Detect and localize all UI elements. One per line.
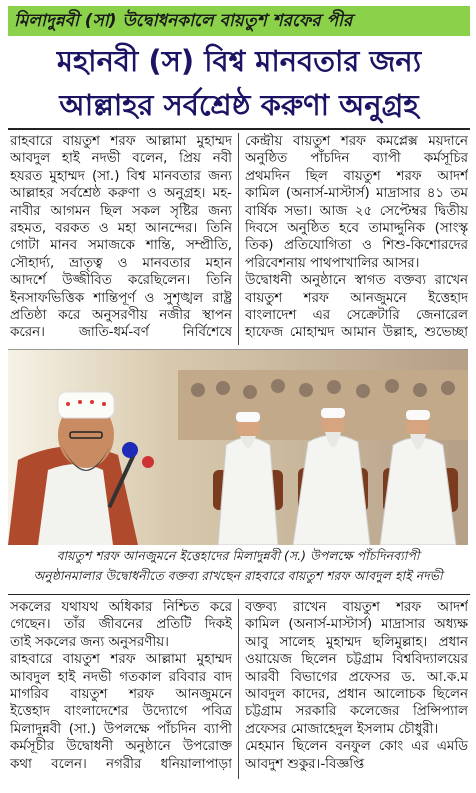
text-line: উদ্বোধনী অনুষ্ঠানে স্বাগত বক্তব্য রাখেন [245, 273, 468, 289]
column-divider [238, 599, 239, 779]
text-line: বায়তুশ শরফ আনজুমনে ইত্তেহাদ [245, 290, 468, 306]
text-line: হাফেজ মোহাম্মদ আমান উল্লাহ, শুভেচ্ছা [245, 325, 468, 341]
text-line: গোটা মানব সমাজকে শান্তি, সম্প্রীতি, [10, 238, 232, 254]
text-line: ইত্তেহাদ বাংলাদেশের উদ্যোগে পবিত্র [10, 704, 232, 720]
text-line: ইনসাফভিত্তিক শান্তিপূর্ণ ও সুশৃঙ্খল রাষ্ট্র [10, 290, 232, 306]
kicker-bar [8, 6, 470, 36]
text-line: রহমত, বরকত ও মহা আনন্দের। তিনি [10, 221, 232, 237]
text-line: প্রথমদিন ছিল বায়তুশ শরফ আদর্শ [245, 168, 468, 184]
headline-line-1: মহানবী (স) বিশ্ব মানবতার জন্য [56, 44, 422, 78]
text-line: আবদুল হাই নদভী বলেন, প্রিয় নবী [10, 151, 232, 167]
text-line: আবদুল হাই নদভী গতকাল রবিবার বাদ [10, 669, 232, 685]
text-line: সকলের যথাযথ অধিকার নিশ্চিত করে [10, 600, 232, 615]
text-line: তাই সকলের জন্য অনুসরণীয়। [10, 634, 169, 650]
text-line: কামিল (অনার্স-মাস্টার্স) মাদ্রাসার ৪১ তম [245, 186, 468, 202]
text-line: মেহমান ছিলেন বনফুল কোং এর এমডি [245, 739, 468, 755]
text-line: কেন্দ্রীয় বায়তুশ শরফ কমপ্লেক্স ময়দানে [245, 134, 468, 149]
text-line: প্রতিষ্ঠা করে অনুসরণীয় নজীর স্থাপন [10, 308, 232, 324]
text-line: আল্লাহর সর্বশ্রেষ্ঠ করুণা ও অনুগ্রহ। মহ- [10, 186, 232, 202]
text-line: কর্মসূচীর উদ্বোধনী অনুষ্ঠানে উপরোক্ত [10, 739, 232, 755]
text-line: আদর্শে উজ্জীবিত করেছিলেন। তিনি [10, 273, 232, 289]
text-line: ওয়ায়েজ ছিলেন চট্টগ্রাম বিশ্ববিদ্যালয়ের [245, 652, 468, 668]
text-line: পরিবেশনায় পাথপাখালির আসর। [245, 255, 420, 271]
photo-caption [8, 546, 468, 592]
kicker-text: মিলাদুন্নবী (সা) উদ্বোধনকালে বায়তুশ শরফের পীর [14, 11, 353, 31]
text-line: প্রফেসর মোজাহেদুল ইসলাম চৌধুরী। [245, 721, 439, 737]
text-line: দিবসে অনুষ্ঠিত হবে তামাদ্দুনিক (সাংস্কৃ [245, 221, 468, 237]
column-divider [238, 133, 239, 345]
text-line: আবদুশ শুকুর।-বিজ্ঞপ্তি [245, 756, 365, 772]
event-photo [8, 349, 468, 545]
text-line: আবু সালেহ মুহাম্মদ ছলিমুল্লাহ। প্রধান [245, 634, 468, 650]
text-line: আরবী বিভাগের প্রফেসর ড. আ.ক.ম [245, 669, 468, 685]
text-line: তিক) প্রতিযোগিতা ও শিশু-কিশোরদের [245, 238, 468, 254]
text-line: গেছেন। তাঁর জীবনের প্রতিটি দিকই [10, 617, 232, 633]
headline-line-2: আল্লাহর সর্বশ্রেষ্ঠ করুণা অনুগ্রহ [59, 88, 419, 122]
text-line: মিলাদুন্নবী (সা.) উপলক্ষে পাঁচদিন ব্যাপী [10, 721, 232, 737]
text-line: অনুষ্ঠিত পাঁচদিন ব্যাপী কর্মসূচির [245, 151, 468, 167]
text-line: নাবীর আগমন ছিল সকল সৃষ্টির জন্য [10, 203, 232, 219]
text-line: বক্তব্য রাখেন বায়তুশ শরফ আদর্শ [245, 600, 468, 615]
article-column-bottom-right [245, 599, 468, 779]
text-line: চট্টগ্রাম সরকারি কলেজের প্রিন্সিপ্যাল [245, 704, 468, 720]
caption-line-1: বায়তুশ শরফ আনজুমনে ইত্তেহাদের মিলাদুন্নবী (স.) উপলক্ষে পাঁচদিনব্যাপী [56, 548, 420, 563]
text-line: বার্ষিক সভা। আজ ২৫ সেপ্টেম্বর দ্বিতীয় [245, 203, 468, 219]
text-line: রাহবারে বায়তুশ শরফ আল্লামা মুহাম্মদ [10, 134, 232, 149]
text-line: আবদুল কাদের, প্রধান আলোচক ছিলেন [245, 687, 468, 703]
text-line: রাহবারে বায়তুশ শরফ আল্লামা মুহাম্মদ [10, 652, 232, 668]
text-line: করেন। জাতি-ধর্ম-বর্ণ নির্বিশেষে [10, 325, 232, 341]
text-line: কামিল (অনার্স-মাস্টার্স) মাদ্রাসার অধ্যক্ষ [245, 617, 468, 633]
text-line: কথা বলেন। নগরীর ধনিয়ালাপাড়া [10, 756, 232, 772]
caption-rule [8, 594, 470, 595]
text-line: সৌহার্দ্য, ভ্রাতৃত্ব ও মানবতার মহান [10, 255, 232, 271]
text-line: মাগরিব বায়তুশ শরফ আনজুমনে [10, 687, 232, 703]
text-line: হযরত মুহাম্মদ (সা.) বিশ্ব মানবতার জন্য [10, 168, 232, 184]
article-column-top-left [10, 133, 232, 345]
headline-rule [8, 128, 470, 130]
text-line: বাংলাদেশ এর সেক্রেটারি জেনারেল [245, 308, 468, 324]
caption-line-2: অনুষ্ঠানমালার উদ্বোধনীতে বক্তব্য রাখছেন রাহবারে বায়তুশ শরফ আবদুল হাই নদভী [33, 568, 443, 583]
article-column-top-right [245, 133, 468, 345]
article-column-bottom-left [10, 599, 232, 779]
